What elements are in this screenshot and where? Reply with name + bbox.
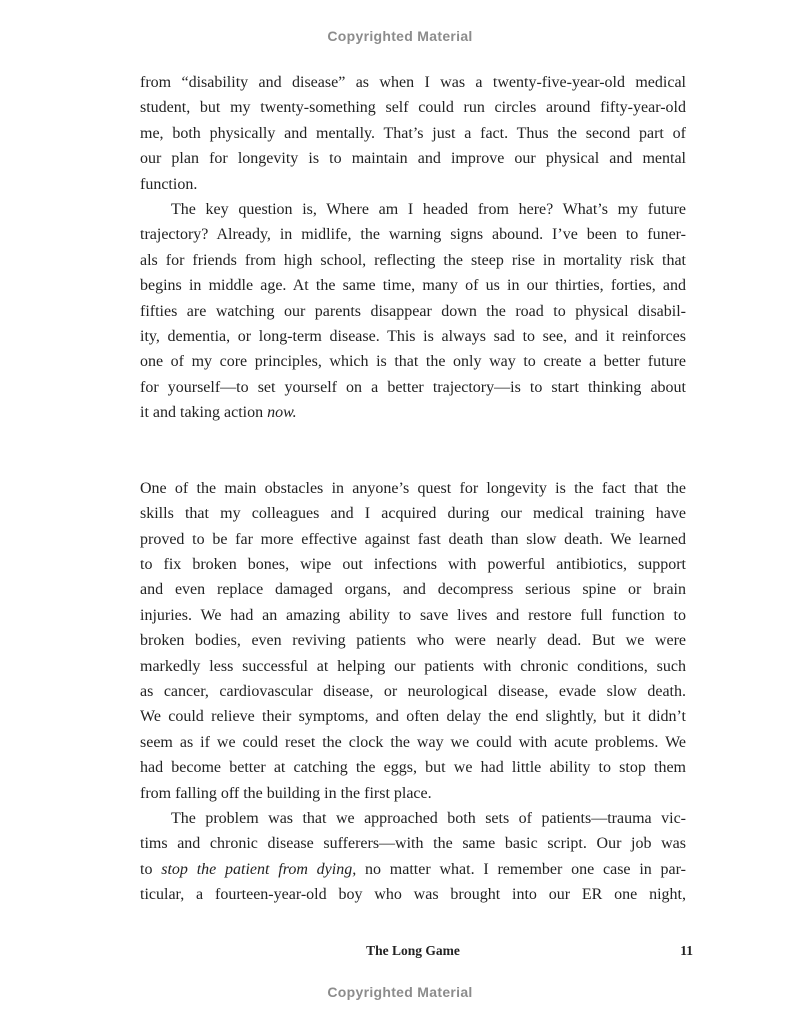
text-run: student, but my twenty-something self could run circles around fifty-year-old xyxy=(140,99,686,117)
text-run: The key question is, Where am I headed from here? What’s my future xyxy=(171,201,686,219)
body-line xyxy=(140,349,686,374)
text-run: injuries. We had an amazing ability to save lives and restore full function to xyxy=(140,606,686,624)
text-run: had become better at catching the eggs, but we had little ability to stop them xyxy=(140,759,686,777)
text-run: markedly less successful at helping our patients with chronic conditions, such xyxy=(140,657,686,675)
body-line xyxy=(140,476,686,501)
body-line xyxy=(140,577,686,602)
text-run: to xyxy=(140,860,162,878)
text-run: begins in middle age. At the same time, many of us in our thirties, forties, and xyxy=(140,277,686,295)
text-run: for yourself—to set yourself on a better trajectory—is to start thinking about xyxy=(140,378,686,396)
running-title: The Long Game xyxy=(366,943,460,958)
copyright-notice-top: Copyrighted Material xyxy=(327,28,473,44)
text-run: to fix broken bones, wipe out infections with powerful antibiotics, support xyxy=(140,555,686,573)
text-run: function. xyxy=(140,175,198,193)
text-run: from falling off the building in the first place. xyxy=(140,784,432,802)
body-line xyxy=(140,755,686,780)
text-run: tims and chronic disease sufferers—with the same basic script. Our job was xyxy=(140,835,686,853)
body-text xyxy=(140,70,686,908)
body-line xyxy=(140,299,686,324)
body-line xyxy=(140,70,686,95)
text-run: me, both physically and mentally. That’s just a fact. Thus the second part of xyxy=(140,124,686,142)
body-line xyxy=(140,172,686,197)
text-run: broken bodies, even reviving patients who were nearly dead. But we were xyxy=(140,632,686,650)
text-run: our plan for longevity is to maintain and improve our physical and mental xyxy=(140,150,686,168)
text-run: and even replace damaged organs, and decompress serious spine or brain xyxy=(140,581,686,599)
text-run: ticular, a fourteen-year-old boy who was brought into our ER one night, xyxy=(140,886,686,904)
body-line xyxy=(140,400,686,425)
paragraph xyxy=(140,70,686,197)
text-run: from “disability and disease” as when I was a twenty-five-year-old medical xyxy=(140,74,686,91)
body-line xyxy=(140,857,686,882)
body-line xyxy=(140,603,686,628)
body-line xyxy=(140,654,686,679)
body-line xyxy=(140,730,686,755)
text-run: as cancer, cardiovascular disease, or neurological disease, evade slow death. xyxy=(140,682,686,700)
page-number: 11 xyxy=(680,943,693,958)
body-line xyxy=(140,628,686,653)
paragraph xyxy=(140,806,686,908)
body-line xyxy=(140,806,686,831)
running-footer xyxy=(140,943,693,961)
body-line xyxy=(140,324,686,349)
body-line xyxy=(140,197,686,222)
body-line xyxy=(140,527,686,552)
body-line xyxy=(140,679,686,704)
paragraph xyxy=(140,476,686,806)
text-run: fifties are watching our parents disappear down the road to physical disabil- xyxy=(140,302,686,320)
copyright-notice-bottom: Copyrighted Material xyxy=(327,984,473,1000)
body-line xyxy=(140,552,686,577)
body-line xyxy=(140,704,686,729)
text-run: ity, dementia, or long-term disease. This is always sad to see, and it reinforces xyxy=(140,328,686,346)
text-run: We could relieve their symptoms, and often delay the end slightly, but it didn’t xyxy=(140,708,686,726)
body-line xyxy=(140,121,686,146)
body-line xyxy=(140,375,686,400)
italic-text-run: stop the patient from dying, xyxy=(161,860,357,878)
body-line xyxy=(140,781,686,806)
body-line xyxy=(140,222,686,247)
text-run: trajectory? Already, in midlife, the warning signs abound. I’ve been to funer- xyxy=(140,226,686,244)
text-run: The problem was that we approached both sets of patients—trauma vic- xyxy=(171,809,686,827)
text-run: one of my core principles, which is that the only way to create a better future xyxy=(140,353,686,371)
body-line xyxy=(140,831,686,856)
body-line xyxy=(140,501,686,526)
text-run: seem as if we could reset the clock the way we could with acute problems. We xyxy=(140,733,686,751)
body-line xyxy=(140,146,686,171)
italic-text-run: now. xyxy=(267,404,297,422)
text-run: One of the main obstacles in anyone’s quest for longevity is the fact that the xyxy=(140,479,686,497)
body-line xyxy=(140,273,686,298)
text-run: proved to be far more effective against fast death than slow death. We learned xyxy=(140,530,686,548)
body-line xyxy=(140,248,686,273)
paragraph xyxy=(140,197,686,426)
body-line xyxy=(140,95,686,120)
text-run: no matter what. I remember one case in par- xyxy=(356,860,686,878)
text-run: skills that my colleagues and I acquired during our medical training have xyxy=(140,505,686,523)
text-run: it and taking action xyxy=(140,404,268,422)
body-line xyxy=(140,882,686,907)
text-run: als for friends from high school, reflecting the steep rise in mortality risk that xyxy=(140,251,686,269)
